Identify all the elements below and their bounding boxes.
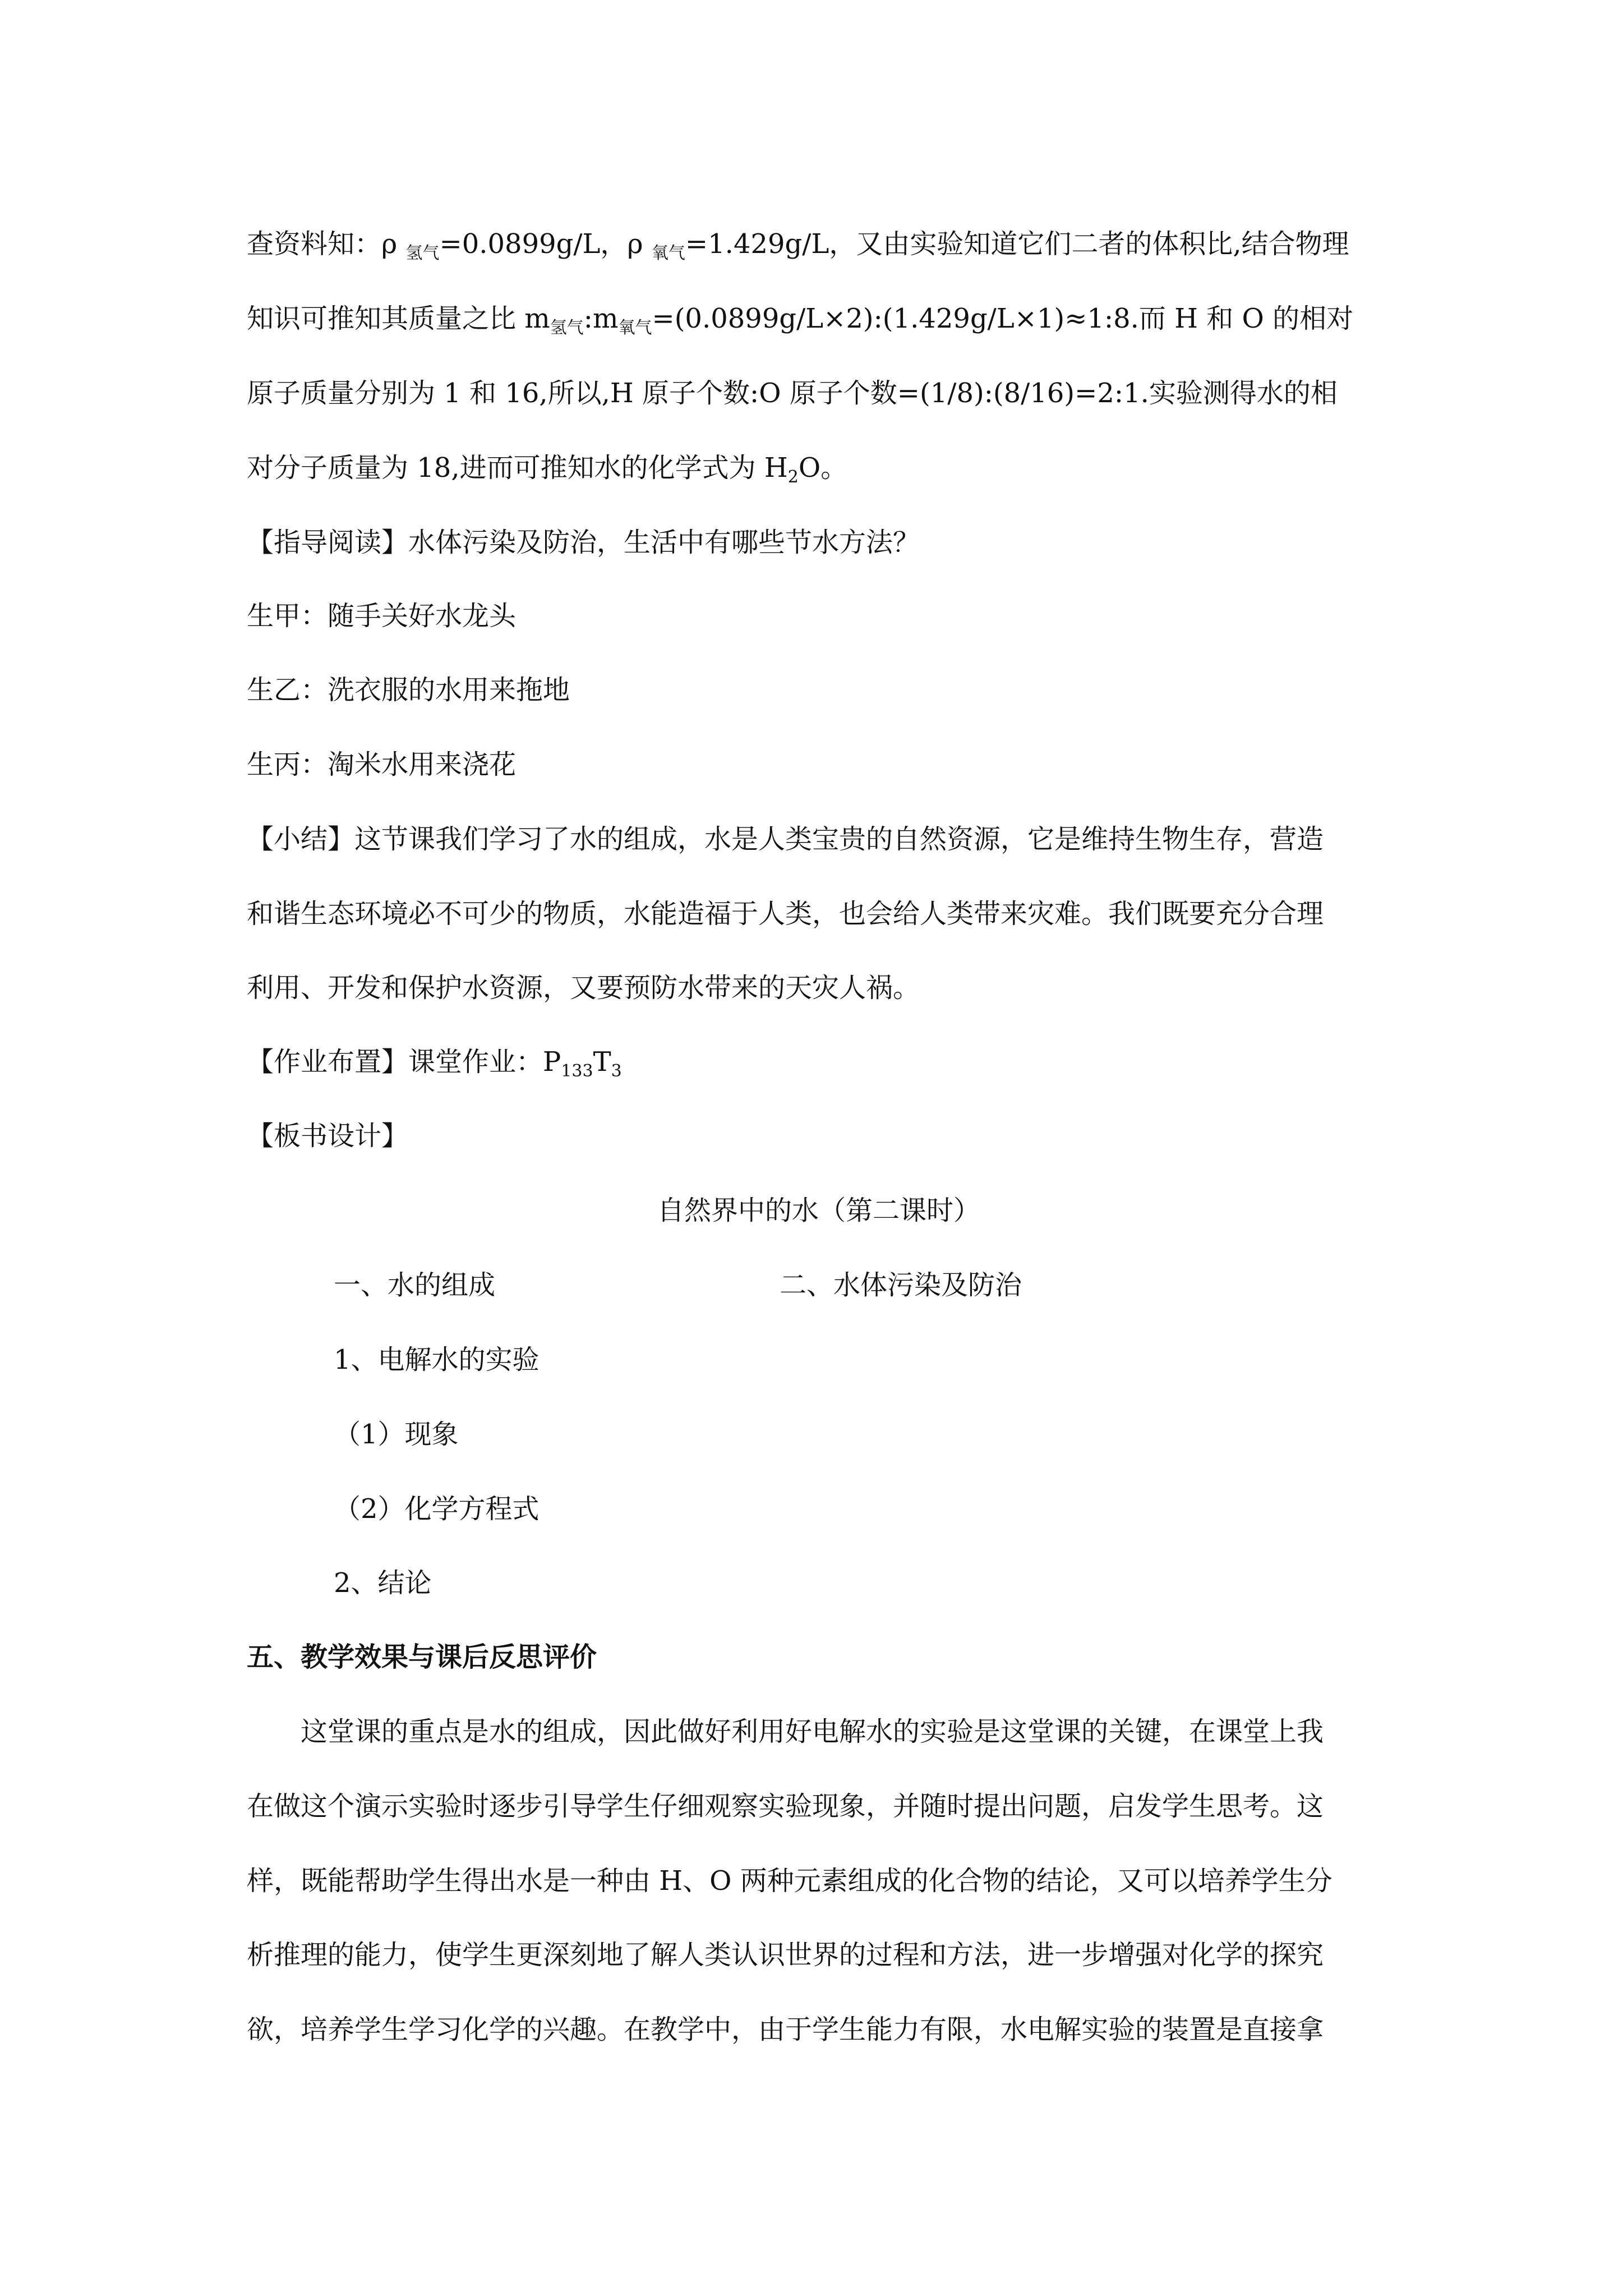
board-item-1: 1、电解水的实验 bbox=[334, 1344, 540, 1375]
board-right-column: 二、水体污染及防治 bbox=[780, 1269, 1022, 1301]
summary-line-1: 【小结】这节课我们学习了水的组成，水是人类宝贵的自然资源，它是维持生物生存，营造 bbox=[247, 823, 1324, 855]
subscript-oxygen: 氧气 bbox=[618, 318, 652, 338]
board-design-title: 自然界中的水（第二课时） bbox=[657, 1195, 980, 1226]
subscript-2: 2 bbox=[787, 467, 799, 487]
board-left-column: 一、水的组成 bbox=[334, 1269, 496, 1301]
paragraph-line-1: 查资料知：ρ $_{氢气}$=0.0899g/L，ρ $_{氧气}$=1.429g/L，又由实验知道它们二者的体积比,结合物理 bbox=[247, 228, 1349, 263]
paragraph-line-2: 知识可推知其质量之比 $m_{氢气}:m_{氧气}=(0.0899g/L\times 2):(1.429g/L\times 1)\approx 1:8$.而 H 和 O 的相对 bbox=[247, 303, 1354, 338]
guided-reading: 【指导阅读】水体污染及防治，生活中有哪些节水方法？ bbox=[247, 527, 920, 558]
student-answer-a: 生甲：随手关好水龙头 bbox=[247, 600, 517, 632]
subscript-page: 133 bbox=[561, 1061, 593, 1081]
summary-line-2: 和谐生态环境必不可少的物质，水能造福于人类，也会给人类带来灾难。我们既要充分合理 bbox=[247, 898, 1324, 930]
student-answer-c: 生丙：淘米水用来浇花 bbox=[247, 749, 517, 780]
reflection-line-4: 析推理的能力，使学生更深刻地了解人类认识世界的过程和方法，进一步增强对化学的探究 bbox=[247, 1939, 1324, 1971]
summary-line-3: 利用、开发和保护水资源，又要预防水带来的天灾人祸。 bbox=[247, 972, 920, 1004]
section-5-heading: 五、教学效果与课后反思评价 bbox=[247, 1641, 597, 1673]
board-item-1a: （1）现象 bbox=[334, 1419, 459, 1450]
subscript-oxygen: 氧气 bbox=[651, 243, 685, 263]
reflection-line-1: 这堂课的重点是水的组成，因此做好利用好电解水的实验是这堂课的关键，在课堂上我 bbox=[301, 1716, 1324, 1747]
subscript-task: 3 bbox=[611, 1061, 622, 1081]
student-answer-b: 生乙：洗衣服的水用来拖地 bbox=[247, 674, 570, 706]
reflection-line-5: 欲，培养学生学习化学的兴趣。在教学中，由于学生能力有限，水电解实验的装置是直接拿 bbox=[247, 2014, 1324, 2045]
board-design-heading: 【板书设计】 bbox=[247, 1120, 409, 1152]
reflection-line-2: 在做这个演示实验时逐步引导学生仔细观察实验现象，并随时提出问题，启发学生思考。这 bbox=[247, 1791, 1324, 1822]
board-item-1b: （2）化学方程式 bbox=[334, 1493, 540, 1525]
subscript-hydrogen: 氢气 bbox=[550, 318, 584, 338]
reflection-line-3: 样，既能帮助学生得出水是一种由 H、O 两种元素组成的化合物的结论，又可以培养学生分 bbox=[247, 1865, 1332, 1897]
homework: 【作业布置】课堂作业：$P_{133}T_3$ bbox=[247, 1046, 622, 1081]
paragraph-line-3: 原子质量分别为 1 和 16,所以,H 原子个数:O 原子个数=(1/8):(8/16)=2:1.实验测得水的相 bbox=[247, 378, 1338, 409]
board-item-2: 2、结论 bbox=[334, 1567, 432, 1599]
subscript-hydrogen: 氢气 bbox=[405, 243, 440, 263]
paragraph-line-4: 对分子质量为 18,进而可推知水的化学式为 $H_2O$。 bbox=[247, 452, 848, 487]
